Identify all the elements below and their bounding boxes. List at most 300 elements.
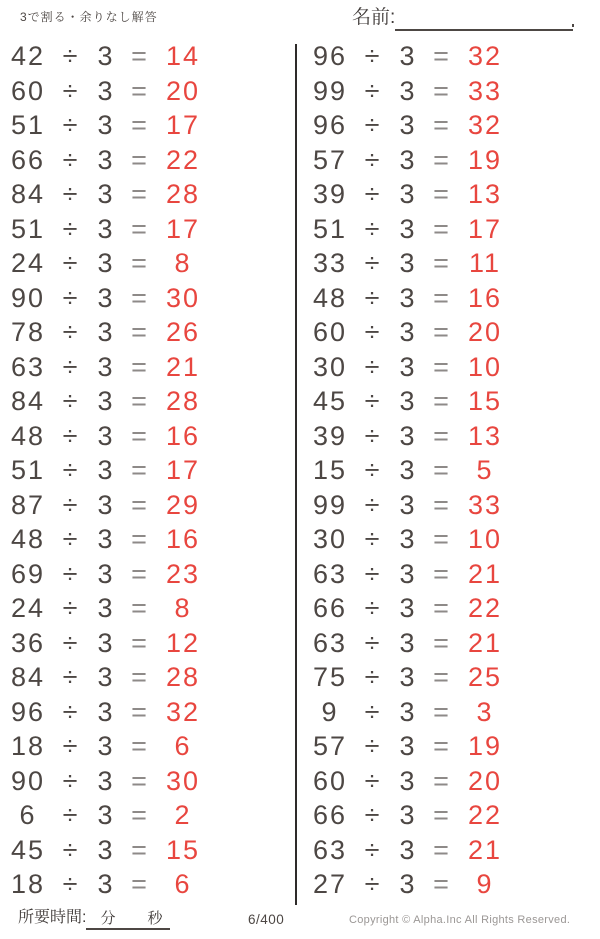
dividend-number: 60 [312, 317, 348, 347]
division-operator: ÷ [364, 627, 382, 658]
dividend-number: 39 [312, 179, 348, 209]
answer-number: 19 [467, 144, 503, 175]
division-operator: ÷ [62, 662, 80, 692]
problem-row [6, 419, 216, 454]
divisor-number: 3 [97, 248, 115, 278]
dividend-number: 66 [312, 593, 348, 623]
divisor-number: 3 [399, 627, 417, 658]
equals-sign: = [131, 75, 149, 106]
dividend-number: 96 [312, 41, 348, 71]
division-operator: ÷ [62, 144, 80, 175]
page-title: 3で割る・余りなし解答 [20, 10, 158, 24]
answer-number: 13 [467, 420, 503, 451]
division-operator: ÷ [62, 282, 80, 313]
answer-number: 20 [467, 317, 503, 347]
division-operator: ÷ [364, 179, 382, 209]
dividend-number: 45 [312, 386, 348, 416]
divisor-number: 3 [97, 696, 115, 727]
divisor-number: 3 [97, 489, 115, 520]
dividend-number: 45 [10, 834, 46, 865]
problem-row [308, 143, 518, 178]
division-operator: ÷ [62, 489, 80, 520]
division-operator: ÷ [62, 213, 80, 244]
dividend-number: 24 [10, 248, 46, 278]
problem-row [6, 695, 216, 730]
divisor-number: 3 [97, 420, 115, 451]
dividend-number: 30 [312, 351, 348, 382]
equals-sign: = [433, 834, 451, 865]
division-operator: ÷ [364, 731, 382, 761]
problem-row [308, 591, 518, 626]
time-label: 所要時間: [18, 909, 87, 926]
problem-row [6, 660, 216, 695]
problems-column-left [6, 39, 216, 902]
divisor-number: 3 [97, 731, 115, 761]
dividend-number: 63 [312, 627, 348, 658]
problem-row [6, 212, 216, 247]
equals-sign: = [433, 386, 451, 416]
division-operator: ÷ [364, 524, 382, 554]
problem-row [6, 729, 216, 764]
dividend-number: 48 [10, 420, 46, 451]
dividend-number: 66 [312, 800, 348, 830]
divisor-number: 3 [399, 110, 417, 140]
equals-sign: = [131, 110, 149, 140]
divisor-number: 3 [97, 834, 115, 865]
name-field [352, 5, 573, 31]
equals-sign: = [433, 179, 451, 209]
equals-sign: = [131, 420, 149, 451]
dividend-number: 75 [312, 662, 348, 692]
equals-sign: = [433, 248, 451, 278]
problem-row [308, 419, 518, 454]
divisor-number: 3 [97, 282, 115, 313]
answer-number: 28 [165, 386, 201, 416]
dividend-number: 87 [10, 489, 46, 520]
problem-row [308, 522, 518, 557]
name-blank-line [395, 5, 573, 31]
time-blank-line [86, 908, 170, 930]
dividend-number: 57 [312, 144, 348, 175]
problem-row [308, 246, 518, 281]
problem-row [6, 384, 216, 419]
answer-number: 25 [467, 662, 503, 692]
divisor-number: 3 [399, 248, 417, 278]
problem-row [308, 798, 518, 833]
answer-number: 17 [165, 213, 201, 244]
dividend-number: 15 [312, 455, 348, 485]
division-operator: ÷ [364, 110, 382, 140]
answer-number: 12 [165, 627, 201, 658]
answer-number: 26 [165, 317, 201, 347]
dividend-number: 63 [10, 351, 46, 382]
dividend-number: 39 [312, 420, 348, 451]
equals-sign: = [433, 317, 451, 347]
divisor-number: 3 [399, 386, 417, 416]
division-operator: ÷ [62, 627, 80, 658]
problem-row [308, 74, 518, 109]
division-operator: ÷ [62, 386, 80, 416]
problem-row [6, 315, 216, 350]
problem-row [308, 384, 518, 419]
answer-number: 16 [467, 282, 503, 313]
problem-row [6, 833, 216, 868]
dividend-number: 96 [10, 696, 46, 727]
dividend-number: 84 [10, 662, 46, 692]
answer-number: 28 [165, 179, 201, 209]
problem-row [308, 660, 518, 695]
equals-sign: = [131, 524, 149, 554]
answer-number: 16 [165, 420, 201, 451]
divisor-number: 3 [399, 800, 417, 830]
division-operator: ÷ [62, 800, 80, 830]
time-field [18, 906, 170, 930]
problem-row [6, 488, 216, 523]
problem-row [6, 557, 216, 592]
equals-sign: = [433, 455, 451, 485]
dividend-number: 30 [312, 524, 348, 554]
divisor-number: 3 [399, 179, 417, 209]
equals-sign: = [433, 593, 451, 623]
answer-number: 2 [174, 800, 192, 830]
division-operator: ÷ [364, 765, 382, 796]
divisor-number: 3 [399, 524, 417, 554]
division-operator: ÷ [364, 696, 382, 727]
dividend-number: 78 [10, 317, 46, 347]
problem-row [308, 867, 518, 902]
name-line-end-dot [572, 24, 574, 27]
division-operator: ÷ [364, 834, 382, 865]
name-label: 名前: [352, 7, 396, 28]
dividend-number: 27 [312, 869, 348, 899]
answer-number: 23 [165, 558, 201, 589]
divisor-number: 3 [399, 558, 417, 589]
equals-sign: = [433, 41, 451, 71]
equals-sign: = [131, 662, 149, 692]
dividend-number: 60 [312, 765, 348, 796]
answer-number: 22 [467, 800, 503, 830]
division-operator: ÷ [62, 351, 80, 382]
dividend-number: 6 [19, 800, 37, 830]
divisor-number: 3 [97, 386, 115, 416]
answer-number: 8 [174, 248, 192, 278]
answer-number: 22 [467, 593, 503, 623]
dividend-number: 99 [312, 489, 348, 520]
division-operator: ÷ [364, 558, 382, 589]
divisor-number: 3 [97, 317, 115, 347]
problem-row [6, 350, 216, 385]
divisor-number: 3 [97, 351, 115, 382]
division-operator: ÷ [62, 765, 80, 796]
dividend-number: 48 [10, 524, 46, 554]
division-operator: ÷ [364, 455, 382, 485]
answer-number: 29 [165, 489, 201, 520]
divisor-number: 3 [97, 179, 115, 209]
dividend-number: 57 [312, 731, 348, 761]
equals-sign: = [131, 144, 149, 175]
divisor-number: 3 [97, 765, 115, 796]
equals-sign: = [433, 662, 451, 692]
division-operator: ÷ [62, 593, 80, 623]
answer-number: 33 [467, 75, 503, 106]
equals-sign: = [433, 800, 451, 830]
equals-sign: = [131, 834, 149, 865]
division-operator: ÷ [62, 869, 80, 899]
division-operator: ÷ [62, 731, 80, 761]
answer-number: 6 [174, 731, 192, 761]
dividend-number: 36 [10, 627, 46, 658]
divisor-number: 3 [399, 869, 417, 899]
division-operator: ÷ [364, 489, 382, 520]
answer-number: 17 [467, 213, 503, 244]
column-divider-line [295, 44, 297, 905]
division-operator: ÷ [62, 834, 80, 865]
problems-column-right [308, 39, 518, 902]
problem-row [308, 350, 518, 385]
division-operator: ÷ [364, 869, 382, 899]
answer-number: 17 [165, 110, 201, 140]
answer-number: 20 [467, 765, 503, 796]
divisor-number: 3 [399, 731, 417, 761]
answer-number: 11 [468, 248, 502, 278]
division-operator: ÷ [62, 524, 80, 554]
seconds-label: 秒 [147, 910, 163, 927]
dividend-number: 99 [312, 75, 348, 106]
problem-row [308, 39, 518, 74]
answer-number: 8 [174, 593, 192, 623]
divisor-number: 3 [97, 800, 115, 830]
answer-number: 19 [467, 731, 503, 761]
answer-number: 14 [165, 41, 201, 71]
division-operator: ÷ [364, 420, 382, 451]
dividend-number: 60 [10, 75, 46, 106]
equals-sign: = [131, 213, 149, 244]
answer-number: 17 [165, 455, 201, 485]
equals-sign: = [131, 558, 149, 589]
divisor-number: 3 [97, 662, 115, 692]
minutes-label: 分 [100, 910, 116, 927]
dividend-number: 42 [10, 41, 46, 71]
answer-number: 5 [476, 455, 494, 485]
divisor-number: 3 [399, 282, 417, 313]
divisor-number: 3 [97, 110, 115, 140]
problem-row [308, 453, 518, 488]
problem-row [6, 798, 216, 833]
answer-number: 6 [174, 869, 192, 899]
equals-sign: = [433, 75, 451, 106]
problem-row [6, 143, 216, 178]
division-operator: ÷ [364, 248, 382, 278]
dividend-number: 96 [312, 110, 348, 140]
division-operator: ÷ [62, 558, 80, 589]
equals-sign: = [131, 282, 149, 313]
answer-number: 13 [467, 179, 503, 209]
equals-sign: = [433, 696, 451, 727]
answer-number: 21 [467, 558, 503, 589]
divisor-number: 3 [97, 213, 115, 244]
division-operator: ÷ [62, 317, 80, 347]
problem-row [308, 488, 518, 523]
problem-row [6, 626, 216, 661]
dividend-number: 51 [10, 213, 46, 244]
divisor-number: 3 [399, 834, 417, 865]
problem-row [6, 39, 216, 74]
answer-number: 21 [165, 351, 201, 382]
divisor-number: 3 [97, 627, 115, 658]
divisor-number: 3 [399, 765, 417, 796]
answer-number: 10 [467, 524, 503, 554]
equals-sign: = [131, 248, 149, 278]
equals-sign: = [131, 627, 149, 658]
equals-sign: = [131, 179, 149, 209]
division-operator: ÷ [364, 317, 382, 347]
problem-row [6, 591, 216, 626]
problem-row [6, 764, 216, 799]
equals-sign: = [131, 41, 149, 71]
problem-row [6, 453, 216, 488]
answer-number: 28 [165, 662, 201, 692]
divisor-number: 3 [399, 144, 417, 175]
answer-number: 9 [476, 869, 494, 899]
division-operator: ÷ [364, 800, 382, 830]
problem-row [6, 867, 216, 902]
divisor-number: 3 [399, 351, 417, 382]
dividend-number: 84 [10, 179, 46, 209]
problem-row [6, 74, 216, 109]
equals-sign: = [131, 765, 149, 796]
problem-row [6, 177, 216, 212]
equals-sign: = [433, 144, 451, 175]
divisor-number: 3 [97, 144, 115, 175]
divisor-number: 3 [97, 593, 115, 623]
dividend-number: 51 [10, 455, 46, 485]
copyright-text: Copyright © Alpha.Inc All Rights Reserved. [349, 914, 571, 926]
dividend-number: 66 [10, 144, 46, 175]
answer-number: 32 [165, 696, 201, 727]
answer-number: 3 [476, 696, 494, 727]
problem-row [308, 764, 518, 799]
answer-number: 21 [467, 834, 503, 865]
equals-sign: = [131, 869, 149, 899]
divisor-number: 3 [399, 593, 417, 623]
division-operator: ÷ [62, 110, 80, 140]
division-operator: ÷ [364, 282, 382, 313]
equals-sign: = [433, 558, 451, 589]
division-operator: ÷ [62, 179, 80, 209]
divisor-number: 3 [97, 75, 115, 106]
dividend-number: 33 [312, 248, 348, 278]
division-operator: ÷ [364, 75, 382, 106]
division-operator: ÷ [62, 248, 80, 278]
division-operator: ÷ [62, 420, 80, 451]
answer-number: 22 [165, 144, 201, 175]
dividend-number: 69 [10, 558, 46, 589]
answer-number: 20 [165, 75, 201, 106]
dividend-number: 48 [312, 282, 348, 313]
divisor-number: 3 [399, 489, 417, 520]
dividend-number: 51 [312, 213, 348, 244]
problem-row [6, 522, 216, 557]
equals-sign: = [433, 869, 451, 899]
dividend-number: 9 [321, 696, 339, 727]
equals-sign: = [433, 524, 451, 554]
answer-number: 33 [467, 489, 503, 520]
division-operator: ÷ [364, 213, 382, 244]
division-operator: ÷ [364, 144, 382, 175]
equals-sign: = [433, 110, 451, 140]
dividend-number: 84 [10, 386, 46, 416]
dividend-number: 24 [10, 593, 46, 623]
equals-sign: = [433, 731, 451, 761]
problem-row [6, 281, 216, 316]
problem-row [308, 177, 518, 212]
divisor-number: 3 [97, 524, 115, 554]
division-operator: ÷ [62, 696, 80, 727]
problem-row [308, 557, 518, 592]
equals-sign: = [131, 351, 149, 382]
dividend-number: 18 [10, 731, 46, 761]
divisor-number: 3 [97, 869, 115, 899]
equals-sign: = [433, 627, 451, 658]
equals-sign: = [131, 800, 149, 830]
division-operator: ÷ [364, 351, 382, 382]
division-operator: ÷ [364, 386, 382, 416]
answer-number: 15 [165, 834, 201, 865]
equals-sign: = [433, 489, 451, 520]
equals-sign: = [433, 765, 451, 796]
problem-row [308, 626, 518, 661]
problem-row [6, 246, 216, 281]
problem-row [308, 833, 518, 868]
division-operator: ÷ [62, 75, 80, 106]
problem-row [308, 315, 518, 350]
equals-sign: = [433, 351, 451, 382]
equals-sign: = [433, 282, 451, 313]
problem-row [308, 695, 518, 730]
equals-sign: = [131, 731, 149, 761]
divisor-number: 3 [399, 41, 417, 71]
dividend-number: 63 [312, 834, 348, 865]
divisor-number: 3 [97, 558, 115, 589]
divisor-number: 3 [97, 41, 115, 71]
dividend-number: 90 [10, 282, 46, 313]
answer-number: 21 [467, 627, 503, 658]
equals-sign: = [131, 386, 149, 416]
answer-number: 32 [467, 110, 503, 140]
dividend-number: 18 [10, 869, 46, 899]
problem-row [308, 729, 518, 764]
equals-sign: = [433, 420, 451, 451]
divisor-number: 3 [399, 213, 417, 244]
equals-sign: = [131, 593, 149, 623]
answer-number: 32 [467, 41, 503, 71]
divisor-number: 3 [399, 317, 417, 347]
problem-row [6, 108, 216, 143]
division-operator: ÷ [62, 41, 80, 71]
answer-number: 15 [467, 386, 503, 416]
divisor-number: 3 [399, 75, 417, 106]
equals-sign: = [131, 696, 149, 727]
division-operator: ÷ [62, 455, 80, 485]
equals-sign: = [131, 489, 149, 520]
problem-row [308, 281, 518, 316]
answer-number: 30 [165, 765, 201, 796]
problem-row [308, 212, 518, 247]
divisor-number: 3 [97, 455, 115, 485]
answer-number: 30 [165, 282, 201, 313]
equals-sign: = [131, 455, 149, 485]
page-number: 6/400 [248, 912, 285, 927]
